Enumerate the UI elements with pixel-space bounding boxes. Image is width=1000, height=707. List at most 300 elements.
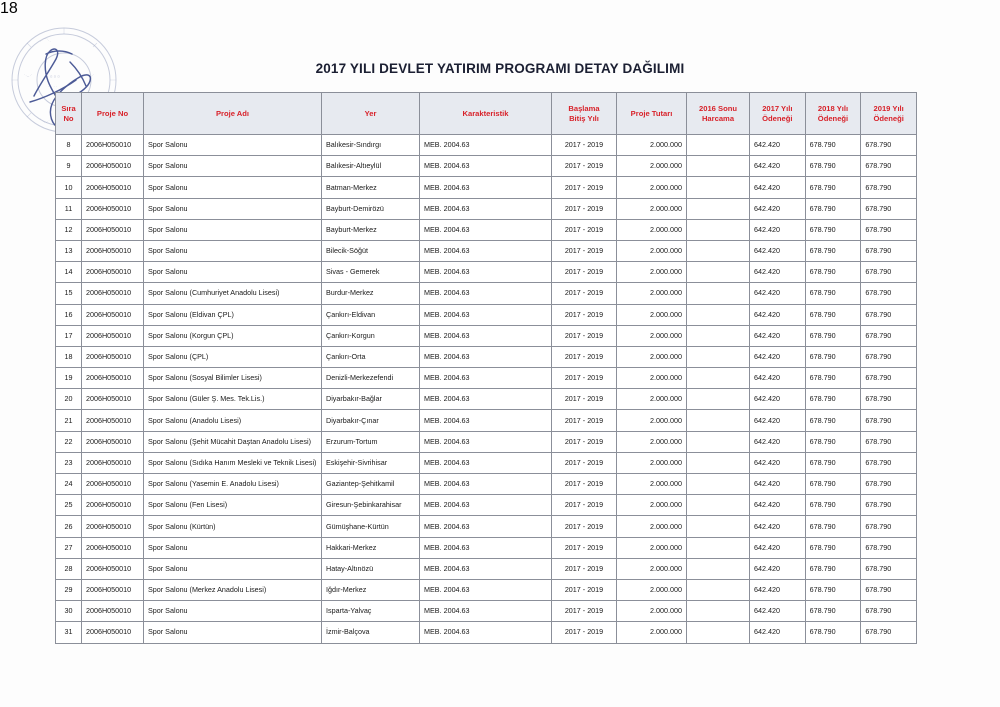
cell-proje-adi: Spor Salonu	[144, 558, 322, 579]
cell-2016-harcama	[687, 240, 750, 261]
cell-sira-no: 19	[56, 368, 82, 389]
table-row	[56, 622, 917, 643]
cell-proje-no: 2006H050010	[82, 368, 144, 389]
cell-2018-odenegi: 678.790	[805, 177, 861, 198]
cell-yer: Hakkari-Merkez	[322, 537, 420, 558]
cell-yer: Bayburt-Demirözü	[322, 198, 420, 219]
cell-2017-odenegi: 642.420	[750, 452, 806, 473]
cell-2018-odenegi: 678.790	[805, 389, 861, 410]
cell-yer: Balıkesir-Altıeylül	[322, 156, 420, 177]
table-row	[56, 219, 917, 240]
cell-proje-no: 2006H050010	[82, 431, 144, 452]
cell-sira-no: 20	[56, 389, 82, 410]
cell-karakteristik: MEB. 2004.63	[420, 495, 552, 516]
cell-proje-adi: Spor Salonu	[144, 177, 322, 198]
table-row	[56, 240, 917, 261]
cell-karakteristik: MEB. 2004.63	[420, 410, 552, 431]
cell-karakteristik: MEB. 2004.63	[420, 304, 552, 325]
investment-program-table	[55, 92, 917, 644]
cell-yer: Burdur-Merkez	[322, 283, 420, 304]
cell-baslama-bitis: 2017 - 2019	[552, 474, 617, 495]
cell-sira-no: 8	[56, 135, 82, 156]
cell-proje-no: 2006H050010	[82, 135, 144, 156]
column-header-2017-odenegi: 2017 Yılı Ödeneği	[750, 93, 806, 135]
cell-karakteristik: MEB. 2004.63	[420, 177, 552, 198]
cell-2018-odenegi: 678.790	[805, 495, 861, 516]
table-row	[56, 198, 917, 219]
cell-2017-odenegi: 642.420	[750, 622, 806, 643]
cell-yer: Bilecik-Söğüt	[322, 240, 420, 261]
cell-2016-harcama	[687, 262, 750, 283]
cell-baslama-bitis: 2017 - 2019	[552, 304, 617, 325]
cell-baslama-bitis: 2017 - 2019	[552, 156, 617, 177]
table-row	[56, 389, 917, 410]
cell-baslama-bitis: 2017 - 2019	[552, 262, 617, 283]
cell-karakteristik: MEB. 2004.63	[420, 135, 552, 156]
cell-proje-tutari: 2.000.000	[617, 283, 687, 304]
cell-proje-no: 2006H050010	[82, 389, 144, 410]
cell-proje-tutari: 2.000.000	[617, 410, 687, 431]
cell-proje-tutari: 2.000.000	[617, 135, 687, 156]
cell-proje-no: 2006H050010	[82, 219, 144, 240]
cell-karakteristik: MEB. 2004.63	[420, 156, 552, 177]
table-row	[56, 495, 917, 516]
cell-2016-harcama	[687, 219, 750, 240]
cell-yer: Eskişehir-Sivrihisar	[322, 452, 420, 473]
cell-2018-odenegi: 678.790	[805, 219, 861, 240]
cell-sira-no: 11	[56, 198, 82, 219]
cell-karakteristik: MEB. 2004.63	[420, 474, 552, 495]
cell-2018-odenegi: 678.790	[805, 262, 861, 283]
cell-2018-odenegi: 678.790	[805, 304, 861, 325]
cell-baslama-bitis: 2017 - 2019	[552, 622, 617, 643]
cell-sira-no: 12	[56, 219, 82, 240]
cell-yer: Çankırı-Eldivan	[322, 304, 420, 325]
cell-yer: Giresun-Şebinkarahisar	[322, 495, 420, 516]
cell-sira-no: 9	[56, 156, 82, 177]
cell-karakteristik: MEB. 2004.63	[420, 516, 552, 537]
cell-sira-no: 31	[56, 622, 82, 643]
cell-2018-odenegi: 678.790	[805, 135, 861, 156]
cell-proje-adi: Spor Salonu (Eldivan ÇPL)	[144, 304, 322, 325]
cell-sira-no: 29	[56, 579, 82, 600]
cell-baslama-bitis: 2017 - 2019	[552, 495, 617, 516]
cell-karakteristik: MEB. 2004.63	[420, 198, 552, 219]
cell-baslama-bitis: 2017 - 2019	[552, 346, 617, 367]
cell-yer: Çankırı-Korgun	[322, 325, 420, 346]
cell-sira-no: 27	[56, 537, 82, 558]
column-header-yer: Yer	[322, 93, 420, 135]
cell-proje-adi: Spor Salonu (Şehit Mücahit Daştan Anadolu Lisesi)	[144, 431, 322, 452]
cell-sira-no: 25	[56, 495, 82, 516]
cell-baslama-bitis: 2017 - 2019	[552, 368, 617, 389]
cell-proje-tutari: 2.000.000	[617, 622, 687, 643]
cell-proje-tutari: 2.000.000	[617, 325, 687, 346]
page-title: 2017 YILI DEVLET YATIRIM PROGRAMI DETAY DAĞILIMI	[315, 61, 685, 76]
cell-2016-harcama	[687, 537, 750, 558]
cell-baslama-bitis: 2017 - 2019	[552, 283, 617, 304]
cell-proje-tutari: 2.000.000	[617, 177, 687, 198]
cell-2019-odenegi: 678.790	[861, 135, 917, 156]
cell-2018-odenegi: 678.790	[805, 516, 861, 537]
cell-karakteristik: MEB. 2004.63	[420, 558, 552, 579]
cell-2017-odenegi: 642.420	[750, 474, 806, 495]
cell-2019-odenegi: 678.790	[861, 537, 917, 558]
column-header-proje-adi: Proje Adı	[144, 93, 322, 135]
cell-2016-harcama	[687, 304, 750, 325]
table-row	[56, 156, 917, 177]
table-row	[56, 283, 917, 304]
cell-sira-no: 17	[56, 325, 82, 346]
cell-proje-tutari: 2.000.000	[617, 198, 687, 219]
cell-proje-no: 2006H050010	[82, 346, 144, 367]
cell-karakteristik: MEB. 2004.63	[420, 622, 552, 643]
table-row	[56, 368, 917, 389]
cell-baslama-bitis: 2017 - 2019	[552, 601, 617, 622]
cell-2019-odenegi: 678.790	[861, 558, 917, 579]
cell-yer: Hatay-Altınözü	[322, 558, 420, 579]
cell-2019-odenegi: 678.790	[861, 240, 917, 261]
cell-karakteristik: MEB. 2004.63	[420, 346, 552, 367]
cell-karakteristik: MEB. 2004.63	[420, 389, 552, 410]
cell-proje-adi: Spor Salonu (ÇPL)	[144, 346, 322, 367]
cell-proje-adi: Spor Salonu	[144, 240, 322, 261]
cell-2019-odenegi: 678.790	[861, 283, 917, 304]
table-row	[56, 431, 917, 452]
cell-yer: Balıkesir-Sındırgı	[322, 135, 420, 156]
cell-yer: Diyarbakır-Çınar	[322, 410, 420, 431]
cell-proje-no: 2006H050010	[82, 304, 144, 325]
cell-2017-odenegi: 642.420	[750, 325, 806, 346]
cell-2019-odenegi: 678.790	[861, 601, 917, 622]
cell-2016-harcama	[687, 389, 750, 410]
cell-2017-odenegi: 642.420	[750, 410, 806, 431]
cell-baslama-bitis: 2017 - 2019	[552, 177, 617, 198]
cell-2017-odenegi: 642.420	[750, 431, 806, 452]
cell-2016-harcama	[687, 325, 750, 346]
cell-proje-adi: Spor Salonu (Merkez Anadolu Lisesi)	[144, 579, 322, 600]
cell-2018-odenegi: 678.790	[805, 240, 861, 261]
cell-proje-tutari: 2.000.000	[617, 240, 687, 261]
svg-text:.·´¯`·.: .·´¯`·.	[40, 38, 51, 43]
cell-proje-adi: Spor Salonu (Korgun ÇPL)	[144, 325, 322, 346]
cell-sira-no: 16	[56, 304, 82, 325]
cell-proje-no: 2006H050010	[82, 495, 144, 516]
cell-proje-adi: Spor Salonu	[144, 135, 322, 156]
cell-baslama-bitis: 2017 - 2019	[552, 325, 617, 346]
cell-yer: İzmir-Balçova	[322, 622, 420, 643]
cell-sira-no: 14	[56, 262, 82, 283]
cell-2017-odenegi: 642.420	[750, 579, 806, 600]
table-row	[56, 537, 917, 558]
svg-text:· · · ·: · · · ·	[48, 84, 58, 89]
cell-sira-no: 28	[56, 558, 82, 579]
cell-proje-adi: Spor Salonu	[144, 537, 322, 558]
table-row	[56, 325, 917, 346]
cell-2016-harcama	[687, 177, 750, 198]
cell-2017-odenegi: 642.420	[750, 516, 806, 537]
cell-proje-no: 2006H050010	[82, 452, 144, 473]
cell-proje-tutari: 2.000.000	[617, 537, 687, 558]
cell-2018-odenegi: 678.790	[805, 325, 861, 346]
column-header-baslama-bitis-yili: Başlama Bitiş Yılı	[552, 93, 617, 135]
cell-karakteristik: MEB. 2004.63	[420, 219, 552, 240]
svg-text:·.¸¸.·: ·.¸¸.·	[24, 72, 33, 77]
cell-2018-odenegi: 678.790	[805, 622, 861, 643]
cell-2017-odenegi: 642.420	[750, 135, 806, 156]
cell-baslama-bitis: 2017 - 2019	[552, 410, 617, 431]
table-header	[56, 93, 917, 135]
column-header-proje-no: Proje No	[82, 93, 144, 135]
cell-2019-odenegi: 678.790	[861, 346, 917, 367]
cell-proje-tutari: 2.000.000	[617, 304, 687, 325]
cell-2019-odenegi: 678.790	[861, 495, 917, 516]
cell-yer: Gümüşhane-Kürtün	[322, 516, 420, 537]
cell-karakteristik: MEB. 2004.63	[420, 368, 552, 389]
cell-2018-odenegi: 678.790	[805, 368, 861, 389]
cell-sira-no: 15	[56, 283, 82, 304]
cell-yer: Erzurum-Tortum	[322, 431, 420, 452]
cell-2016-harcama	[687, 622, 750, 643]
cell-proje-adi: Spor Salonu (Fen Lisesi)	[144, 495, 322, 516]
cell-2018-odenegi: 678.790	[805, 410, 861, 431]
page-number: 18	[0, 0, 18, 17]
cell-proje-no: 2006H050010	[82, 474, 144, 495]
cell-2018-odenegi: 678.790	[805, 474, 861, 495]
cell-baslama-bitis: 2017 - 2019	[552, 579, 617, 600]
cell-proje-tutari: 2.000.000	[617, 452, 687, 473]
cell-proje-tutari: 2.000.000	[617, 389, 687, 410]
cell-2016-harcama	[687, 346, 750, 367]
cell-2018-odenegi: 678.790	[805, 283, 861, 304]
table-row	[56, 262, 917, 283]
cell-2017-odenegi: 642.420	[750, 198, 806, 219]
cell-2018-odenegi: 678.790	[805, 346, 861, 367]
svg-text:·.¸¸.·: ·.¸¸.·	[86, 72, 95, 77]
cell-yer: Gaziantep-Şehitkamil	[322, 474, 420, 495]
cell-2018-odenegi: 678.790	[805, 431, 861, 452]
cell-karakteristik: MEB. 2004.63	[420, 283, 552, 304]
cell-sira-no: 30	[56, 601, 82, 622]
cell-2018-odenegi: 678.790	[805, 601, 861, 622]
cell-karakteristik: MEB. 2004.63	[420, 579, 552, 600]
cell-2019-odenegi: 678.790	[861, 156, 917, 177]
investment-program-table-wrapper	[55, 92, 917, 644]
cell-2019-odenegi: 678.790	[861, 177, 917, 198]
cell-baslama-bitis: 2017 - 2019	[552, 516, 617, 537]
table-row	[56, 474, 917, 495]
cell-sira-no: 21	[56, 410, 82, 431]
cell-proje-tutari: 2.000.000	[617, 474, 687, 495]
table-row	[56, 558, 917, 579]
cell-2019-odenegi: 678.790	[861, 452, 917, 473]
cell-yer: Sivas - Gemerek	[322, 262, 420, 283]
cell-2017-odenegi: 642.420	[750, 537, 806, 558]
cell-2017-odenegi: 642.420	[750, 558, 806, 579]
cell-karakteristik: MEB. 2004.63	[420, 431, 552, 452]
cell-2016-harcama	[687, 410, 750, 431]
cell-proje-adi: Spor Salonu	[144, 198, 322, 219]
cell-proje-adi: Spor Salonu (Cumhuriyet Anadolu Lisesi)	[144, 283, 322, 304]
cell-2019-odenegi: 678.790	[861, 516, 917, 537]
cell-baslama-bitis: 2017 - 2019	[552, 198, 617, 219]
cell-proje-no: 2006H050010	[82, 240, 144, 261]
cell-proje-adi: Spor Salonu	[144, 601, 322, 622]
cell-proje-no: 2006H050010	[82, 283, 144, 304]
cell-proje-tutari: 2.000.000	[617, 516, 687, 537]
cell-2017-odenegi: 642.420	[750, 177, 806, 198]
cell-2019-odenegi: 678.790	[861, 198, 917, 219]
cell-proje-no: 2006H050010	[82, 601, 144, 622]
table-row	[56, 410, 917, 431]
cell-proje-adi: Spor Salonu	[144, 156, 322, 177]
cell-proje-adi: Spor Salonu	[144, 262, 322, 283]
cell-2016-harcama	[687, 135, 750, 156]
cell-2017-odenegi: 642.420	[750, 283, 806, 304]
table-row	[56, 516, 917, 537]
cell-2016-harcama	[687, 198, 750, 219]
cell-baslama-bitis: 2017 - 2019	[552, 240, 617, 261]
cell-2019-odenegi: 678.790	[861, 262, 917, 283]
cell-proje-no: 2006H050010	[82, 198, 144, 219]
cell-proje-tutari: 2.000.000	[617, 368, 687, 389]
table-row	[56, 452, 917, 473]
cell-proje-tutari: 2.000.000	[617, 601, 687, 622]
cell-sira-no: 18	[56, 346, 82, 367]
cell-2016-harcama	[687, 368, 750, 389]
svg-text:`·.¸¸.·´: `·.¸¸.·´	[40, 118, 52, 123]
cell-proje-tutari: 2.000.000	[617, 262, 687, 283]
cell-proje-adi: Spor Salonu (Kürtün)	[144, 516, 322, 537]
cell-2017-odenegi: 642.420	[750, 156, 806, 177]
cell-2017-odenegi: 642.420	[750, 495, 806, 516]
cell-2019-odenegi: 678.790	[861, 579, 917, 600]
cell-karakteristik: MEB. 2004.63	[420, 325, 552, 346]
cell-baslama-bitis: 2017 - 2019	[552, 452, 617, 473]
cell-2019-odenegi: 678.790	[861, 219, 917, 240]
cell-baslama-bitis: 2017 - 2019	[552, 431, 617, 452]
cell-yer: Çankırı-Orta	[322, 346, 420, 367]
cell-2019-odenegi: 678.790	[861, 368, 917, 389]
cell-2017-odenegi: 642.420	[750, 601, 806, 622]
cell-2016-harcama	[687, 601, 750, 622]
table-row	[56, 304, 917, 325]
column-header-proje-tutari: Proje Tutarı	[617, 93, 687, 135]
cell-sira-no: 23	[56, 452, 82, 473]
cell-proje-no: 2006H050010	[82, 325, 144, 346]
svg-text:¤ ¤ ¤: ¤ ¤ ¤	[50, 74, 60, 79]
cell-yer: Bayburt-Merkez	[322, 219, 420, 240]
cell-2016-harcama	[687, 579, 750, 600]
cell-proje-adi: Spor Salonu	[144, 219, 322, 240]
cell-karakteristik: MEB. 2004.63	[420, 601, 552, 622]
cell-proje-tutari: 2.000.000	[617, 495, 687, 516]
cell-yer: Batman-Merkez	[322, 177, 420, 198]
cell-2016-harcama	[687, 474, 750, 495]
cell-2016-harcama	[687, 516, 750, 537]
cell-2016-harcama	[687, 452, 750, 473]
cell-2019-odenegi: 678.790	[861, 474, 917, 495]
cell-proje-adi: Spor Salonu (Sıdıka Hanım Mesleki ve Teknik Lisesi)	[144, 452, 322, 473]
cell-proje-tutari: 2.000.000	[617, 558, 687, 579]
cell-proje-tutari: 2.000.000	[617, 579, 687, 600]
cell-2016-harcama	[687, 156, 750, 177]
cell-2016-harcama	[687, 431, 750, 452]
cell-karakteristik: MEB. 2004.63	[420, 452, 552, 473]
cell-2018-odenegi: 678.790	[805, 558, 861, 579]
cell-2018-odenegi: 678.790	[805, 198, 861, 219]
cell-sira-no: 26	[56, 516, 82, 537]
cell-proje-tutari: 2.000.000	[617, 219, 687, 240]
cell-baslama-bitis: 2017 - 2019	[552, 135, 617, 156]
cell-2017-odenegi: 642.420	[750, 219, 806, 240]
cell-2016-harcama	[687, 283, 750, 304]
cell-yer: Isparta-Yalvaç	[322, 601, 420, 622]
cell-proje-tutari: 2.000.000	[617, 431, 687, 452]
cell-2017-odenegi: 642.420	[750, 262, 806, 283]
cell-proje-tutari: 2.000.000	[617, 346, 687, 367]
cell-sira-no: 22	[56, 431, 82, 452]
cell-2018-odenegi: 678.790	[805, 579, 861, 600]
cell-yer: Iğdır-Merkez	[322, 579, 420, 600]
table-row	[56, 177, 917, 198]
column-header-sira-no: Sıra No	[56, 93, 82, 135]
cell-2017-odenegi: 642.420	[750, 368, 806, 389]
cell-proje-no: 2006H050010	[82, 622, 144, 643]
cell-baslama-bitis: 2017 - 2019	[552, 219, 617, 240]
cell-2018-odenegi: 678.790	[805, 156, 861, 177]
cell-2016-harcama	[687, 558, 750, 579]
cell-baslama-bitis: 2017 - 2019	[552, 558, 617, 579]
column-header-2018-odenegi: 2018 Yılı Ödeneği	[805, 93, 861, 135]
table-row	[56, 601, 917, 622]
cell-proje-no: 2006H050010	[82, 262, 144, 283]
cell-proje-no: 2006H050010	[82, 558, 144, 579]
table-row	[56, 346, 917, 367]
cell-2019-odenegi: 678.790	[861, 431, 917, 452]
cell-2017-odenegi: 642.420	[750, 346, 806, 367]
column-header-2016-sonu-harcama: 2016 Sonu Harcama	[687, 93, 750, 135]
cell-sira-no: 10	[56, 177, 82, 198]
cell-sira-no: 13	[56, 240, 82, 261]
cell-proje-adi: Spor Salonu	[144, 622, 322, 643]
cell-baslama-bitis: 2017 - 2019	[552, 537, 617, 558]
table-header-row	[56, 93, 917, 135]
table-body	[56, 135, 917, 644]
cell-proje-adi: Spor Salonu (Sosyal Bilimler Lisesi)	[144, 368, 322, 389]
cell-2019-odenegi: 678.790	[861, 304, 917, 325]
cell-proje-no: 2006H050010	[82, 537, 144, 558]
cell-2019-odenegi: 678.790	[861, 389, 917, 410]
cell-proje-no: 2006H050010	[82, 516, 144, 537]
cell-sira-no: 24	[56, 474, 82, 495]
table-row	[56, 579, 917, 600]
cell-yer: Diyarbakır-Bağlar	[322, 389, 420, 410]
cell-proje-no: 2006H050010	[82, 579, 144, 600]
cell-2016-harcama	[687, 495, 750, 516]
cell-proje-no: 2006H050010	[82, 177, 144, 198]
cell-2017-odenegi: 642.420	[750, 389, 806, 410]
cell-proje-adi: Spor Salonu (Anadolu Lisesi)	[144, 410, 322, 431]
table-row	[56, 135, 917, 156]
cell-2019-odenegi: 678.790	[861, 325, 917, 346]
cell-karakteristik: MEB. 2004.63	[420, 537, 552, 558]
cell-proje-no: 2006H050010	[82, 156, 144, 177]
cell-karakteristik: MEB. 2004.63	[420, 240, 552, 261]
cell-proje-no: 2006H050010	[82, 410, 144, 431]
cell-karakteristik: MEB. 2004.63	[420, 262, 552, 283]
column-header-karakteristik: Karakteristik	[420, 93, 552, 135]
